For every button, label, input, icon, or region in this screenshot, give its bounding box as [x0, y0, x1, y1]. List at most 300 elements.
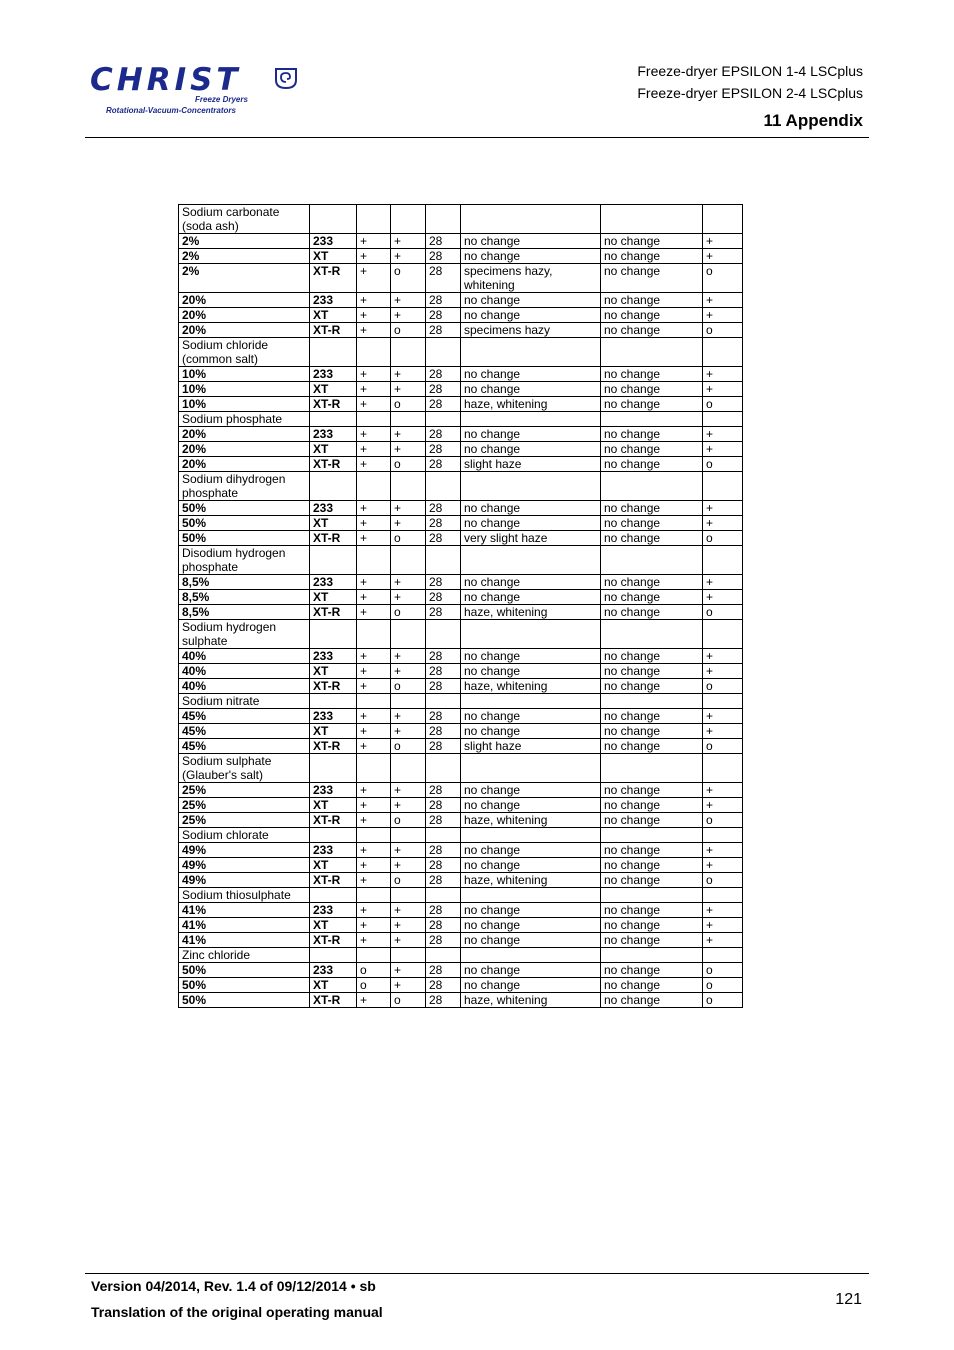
table-cell: no change	[601, 783, 703, 798]
table-cell	[703, 338, 743, 367]
table-cell: +	[357, 605, 391, 620]
table-cell: +	[391, 933, 426, 948]
table-cell: specimens hazy, whitening	[461, 264, 601, 293]
table-cell: o	[391, 993, 426, 1008]
table-cell	[461, 546, 601, 575]
table-cell: +	[703, 918, 743, 933]
table-cell	[391, 205, 426, 234]
table-cell: +	[357, 903, 391, 918]
table-cell	[391, 620, 426, 649]
table-cell: +	[391, 963, 426, 978]
table-cell: +	[703, 501, 743, 516]
table-cell: 28	[426, 649, 461, 664]
table-cell: no change	[601, 963, 703, 978]
table-cell: Sodium chloride (common salt)	[179, 338, 310, 367]
table-cell	[426, 620, 461, 649]
table-row	[179, 724, 743, 739]
table-cell: 49%	[179, 843, 310, 858]
table-cell: +	[703, 382, 743, 397]
table-cell: +	[357, 249, 391, 264]
table-cell: 45%	[179, 724, 310, 739]
table-cell: very slight haze	[461, 531, 601, 546]
table-cell: 233	[310, 427, 357, 442]
table-cell: +	[357, 993, 391, 1008]
table-cell: Sodium sulphate (Glauber's salt)	[179, 754, 310, 783]
substance-heading-row	[179, 205, 743, 234]
table-cell: no change	[601, 516, 703, 531]
header-product-line-2: Freeze-dryer EPSILON 2-4 LSCplus	[637, 85, 863, 101]
table-cell	[703, 888, 743, 903]
table-cell: 40%	[179, 664, 310, 679]
table-cell: +	[703, 427, 743, 442]
table-cell	[357, 828, 391, 843]
table-cell: no change	[461, 709, 601, 724]
table-cell: +	[391, 427, 426, 442]
table-cell	[357, 888, 391, 903]
table-cell: XT-R	[310, 264, 357, 293]
table-cell: haze, whitening	[461, 679, 601, 694]
table-cell: 41%	[179, 903, 310, 918]
table-cell	[703, 205, 743, 234]
table-cell: +	[703, 442, 743, 457]
table-cell	[357, 472, 391, 501]
table-cell: Disodium hydrogen phosphate	[179, 546, 310, 575]
table-cell: haze, whitening	[461, 813, 601, 828]
table-row	[179, 993, 743, 1008]
table-cell: +	[357, 933, 391, 948]
table-cell: +	[357, 739, 391, 754]
table-cell: no change	[461, 249, 601, 264]
table-cell: +	[391, 234, 426, 249]
table-cell: +	[391, 293, 426, 308]
table-cell: no change	[601, 457, 703, 472]
table-cell: +	[703, 234, 743, 249]
table-cell: +	[391, 308, 426, 323]
table-cell	[310, 338, 357, 367]
table-cell: +	[703, 308, 743, 323]
table-cell: 20%	[179, 457, 310, 472]
table-cell: no change	[461, 442, 601, 457]
table-cell: no change	[461, 308, 601, 323]
table-cell: 2%	[179, 264, 310, 293]
table-cell: haze, whitening	[461, 873, 601, 888]
table-cell: XT-R	[310, 457, 357, 472]
table-row	[179, 323, 743, 338]
table-cell: XT	[310, 724, 357, 739]
logo-subtitle-freeze-dryers: Freeze Dryers	[195, 95, 248, 104]
table-cell: 40%	[179, 679, 310, 694]
table-cell: 233	[310, 709, 357, 724]
table-cell: XT	[310, 664, 357, 679]
table-cell: no change	[461, 501, 601, 516]
table-cell: 28	[426, 397, 461, 412]
table-cell: no change	[601, 442, 703, 457]
table-cell: 28	[426, 531, 461, 546]
substance-heading-row	[179, 472, 743, 501]
table-cell	[391, 694, 426, 709]
table-cell: +	[391, 442, 426, 457]
table-cell: 45%	[179, 739, 310, 754]
table-cell: 20%	[179, 427, 310, 442]
substance-heading-row	[179, 888, 743, 903]
table-cell: 25%	[179, 813, 310, 828]
table-cell: no change	[601, 649, 703, 664]
table-cell: +	[703, 858, 743, 873]
table-cell: no change	[601, 993, 703, 1008]
table-row	[179, 382, 743, 397]
table-row	[179, 813, 743, 828]
table-cell: Sodium thiosulphate	[179, 888, 310, 903]
table-cell: Sodium carbonate (soda ash)	[179, 205, 310, 234]
table-cell: o	[703, 264, 743, 293]
table-cell	[391, 828, 426, 843]
table-cell: 41%	[179, 918, 310, 933]
chemical-resistance-table	[178, 204, 743, 1008]
table-cell	[461, 694, 601, 709]
substance-heading-row	[179, 694, 743, 709]
table-cell	[310, 472, 357, 501]
table-cell: +	[391, 783, 426, 798]
table-row	[179, 367, 743, 382]
table-cell: 50%	[179, 501, 310, 516]
table-cell: no change	[461, 575, 601, 590]
table-cell: +	[391, 918, 426, 933]
table-cell: 8,5%	[179, 575, 310, 590]
footer-divider	[85, 1273, 869, 1274]
table-cell: +	[357, 679, 391, 694]
table-cell: XT-R	[310, 739, 357, 754]
table-cell	[357, 620, 391, 649]
table-cell: no change	[601, 367, 703, 382]
table-cell: specimens hazy	[461, 323, 601, 338]
table-cell: no change	[461, 649, 601, 664]
table-cell: 28	[426, 679, 461, 694]
table-cell: XT	[310, 382, 357, 397]
table-cell: +	[357, 783, 391, 798]
table-cell: XT	[310, 249, 357, 264]
table-cell: 233	[310, 903, 357, 918]
table-cell: haze, whitening	[461, 605, 601, 620]
table-cell: 45%	[179, 709, 310, 724]
table-cell: 50%	[179, 993, 310, 1008]
table-cell: +	[357, 427, 391, 442]
table-cell	[601, 754, 703, 783]
table-cell	[601, 828, 703, 843]
table-cell: o	[391, 813, 426, 828]
table-cell	[461, 948, 601, 963]
table-cell: +	[391, 858, 426, 873]
table-cell	[601, 412, 703, 427]
table-cell: +	[391, 978, 426, 993]
table-cell: no change	[601, 664, 703, 679]
table-cell	[310, 546, 357, 575]
table-cell: 20%	[179, 323, 310, 338]
table-cell: 28	[426, 575, 461, 590]
table-cell: 41%	[179, 933, 310, 948]
table-cell: no change	[461, 798, 601, 813]
table-cell: +	[357, 724, 391, 739]
table-cell	[461, 888, 601, 903]
table-cell: slight haze	[461, 457, 601, 472]
table-cell	[703, 412, 743, 427]
table-cell: Sodium dihydrogen phosphate	[179, 472, 310, 501]
table-cell: +	[391, 575, 426, 590]
table-cell: +	[703, 798, 743, 813]
table-cell: o	[703, 963, 743, 978]
logo-wordmark: CHRIST	[90, 62, 242, 98]
table-cell: no change	[601, 709, 703, 724]
table-cell	[357, 205, 391, 234]
table-cell: no change	[461, 918, 601, 933]
table-cell: 28	[426, 739, 461, 754]
table-cell	[703, 948, 743, 963]
table-cell	[310, 888, 357, 903]
table-cell: 233	[310, 234, 357, 249]
table-cell: +	[391, 590, 426, 605]
table-row	[179, 783, 743, 798]
table-cell: o	[391, 739, 426, 754]
table-cell	[357, 412, 391, 427]
table-cell: +	[703, 590, 743, 605]
table-cell: +	[703, 783, 743, 798]
table-cell: 28	[426, 873, 461, 888]
table-cell: 233	[310, 293, 357, 308]
table-cell	[703, 828, 743, 843]
table-cell	[426, 546, 461, 575]
table-cell: no change	[601, 858, 703, 873]
substance-heading-row	[179, 828, 743, 843]
table-cell: 28	[426, 709, 461, 724]
table-cell: 28	[426, 442, 461, 457]
table-cell	[426, 472, 461, 501]
table-row	[179, 709, 743, 724]
table-cell	[391, 888, 426, 903]
table-cell: 28	[426, 783, 461, 798]
table-cell	[310, 205, 357, 234]
substance-heading-row	[179, 948, 743, 963]
table-cell	[703, 546, 743, 575]
table-cell	[461, 754, 601, 783]
table-cell: o	[391, 873, 426, 888]
table-cell: 50%	[179, 978, 310, 993]
table-cell: no change	[461, 933, 601, 948]
footer-translation-note: Translation of the original operating manual	[91, 1304, 383, 1320]
table-cell: XT	[310, 798, 357, 813]
table-cell: 10%	[179, 397, 310, 412]
table-cell: +	[391, 516, 426, 531]
table-cell: 233	[310, 367, 357, 382]
table-cell: 28	[426, 457, 461, 472]
logo-subtitle-rvc: Rotational-Vacuum-Concentrators	[106, 106, 236, 115]
table-cell: 28	[426, 323, 461, 338]
table-cell: +	[357, 575, 391, 590]
table-cell: Sodium chlorate	[179, 828, 310, 843]
table-row	[179, 293, 743, 308]
table-cell	[601, 472, 703, 501]
table-cell: XT	[310, 590, 357, 605]
table-cell: 28	[426, 963, 461, 978]
table-cell: 28	[426, 308, 461, 323]
table-cell: +	[703, 724, 743, 739]
table-row	[179, 427, 743, 442]
table-cell: no change	[461, 978, 601, 993]
table-cell: +	[357, 798, 391, 813]
table-cell: no change	[601, 427, 703, 442]
table-row	[179, 843, 743, 858]
table-cell: XT	[310, 442, 357, 457]
table-cell: no change	[461, 590, 601, 605]
table-cell: +	[391, 903, 426, 918]
table-row	[179, 516, 743, 531]
table-cell: no change	[461, 382, 601, 397]
table-cell: 28	[426, 933, 461, 948]
table-cell: 28	[426, 234, 461, 249]
table-cell: 28	[426, 813, 461, 828]
table-cell	[310, 412, 357, 427]
table-cell: no change	[461, 858, 601, 873]
table-cell	[461, 412, 601, 427]
table-cell: +	[703, 664, 743, 679]
table-cell: +	[357, 590, 391, 605]
table-cell: o	[357, 963, 391, 978]
table-cell: +	[391, 382, 426, 397]
table-cell: +	[357, 858, 391, 873]
table-cell	[461, 828, 601, 843]
table-cell: 28	[426, 724, 461, 739]
table-row	[179, 397, 743, 412]
table-cell: +	[703, 516, 743, 531]
table-cell	[426, 888, 461, 903]
table-cell: +	[357, 293, 391, 308]
table-row	[179, 234, 743, 249]
table-cell: 28	[426, 918, 461, 933]
table-cell: no change	[601, 679, 703, 694]
table-cell: XT-R	[310, 813, 357, 828]
table-cell	[310, 620, 357, 649]
table-cell: +	[391, 649, 426, 664]
table-cell: XT-R	[310, 397, 357, 412]
table-cell	[391, 338, 426, 367]
table-cell: no change	[601, 590, 703, 605]
table-cell: 28	[426, 798, 461, 813]
logo-swirl-icon	[274, 66, 298, 90]
table-cell	[703, 754, 743, 783]
table-cell: 28	[426, 993, 461, 1008]
table-cell: 10%	[179, 382, 310, 397]
table-cell	[703, 472, 743, 501]
table-cell: +	[391, 709, 426, 724]
table-cell: 49%	[179, 858, 310, 873]
table-cell	[357, 948, 391, 963]
table-cell: Sodium hydrogen sulphate	[179, 620, 310, 649]
table-cell: 28	[426, 978, 461, 993]
table-cell: no change	[461, 516, 601, 531]
table-cell	[310, 828, 357, 843]
table-cell: no change	[461, 843, 601, 858]
table-row	[179, 249, 743, 264]
table-cell	[426, 694, 461, 709]
table-cell: 50%	[179, 516, 310, 531]
table-cell	[310, 754, 357, 783]
table-row	[179, 679, 743, 694]
table-cell: no change	[601, 308, 703, 323]
table-cell: 28	[426, 903, 461, 918]
table-cell: no change	[461, 234, 601, 249]
table-cell: o	[703, 993, 743, 1008]
table-cell: no change	[601, 382, 703, 397]
table-row	[179, 575, 743, 590]
table-cell: 28	[426, 605, 461, 620]
table-cell: +	[391, 843, 426, 858]
table-cell: 49%	[179, 873, 310, 888]
header-divider	[85, 137, 869, 138]
table-cell	[391, 948, 426, 963]
header-product-line-1: Freeze-dryer EPSILON 1-4 LSCplus	[637, 63, 863, 79]
table-cell: o	[703, 605, 743, 620]
table-cell	[601, 338, 703, 367]
table-cell: +	[357, 873, 391, 888]
table-cell: no change	[461, 783, 601, 798]
table-cell: +	[357, 442, 391, 457]
table-row	[179, 501, 743, 516]
table-cell: 28	[426, 293, 461, 308]
table-cell: no change	[601, 323, 703, 338]
table-cell: XT-R	[310, 873, 357, 888]
table-cell: 28	[426, 427, 461, 442]
substance-heading-row	[179, 546, 743, 575]
table-cell: +	[357, 843, 391, 858]
table-cell: +	[703, 649, 743, 664]
table-cell	[391, 754, 426, 783]
table-cell: +	[703, 249, 743, 264]
table-cell	[461, 472, 601, 501]
table-row	[179, 858, 743, 873]
table-cell: 233	[310, 843, 357, 858]
footer-version: Version 04/2014, Rev. 1.4 of 09/12/2014 • sb	[91, 1278, 376, 1294]
table-cell: 8,5%	[179, 605, 310, 620]
table-cell: +	[357, 813, 391, 828]
table-row	[179, 903, 743, 918]
table-cell: XT-R	[310, 531, 357, 546]
table-cell: +	[703, 933, 743, 948]
table-cell: XT-R	[310, 993, 357, 1008]
table-cell: no change	[601, 843, 703, 858]
table-cell: no change	[461, 293, 601, 308]
table-cell: o	[703, 873, 743, 888]
table-cell: +	[357, 531, 391, 546]
table-cell: no change	[461, 903, 601, 918]
table-cell: +	[391, 798, 426, 813]
table-row	[179, 605, 743, 620]
table-cell: o	[703, 397, 743, 412]
table-cell	[601, 694, 703, 709]
table-cell	[391, 412, 426, 427]
table-cell: no change	[601, 501, 703, 516]
table-row	[179, 590, 743, 605]
table-cell: +	[391, 664, 426, 679]
table-cell: +	[391, 501, 426, 516]
table-cell: 28	[426, 367, 461, 382]
table-cell: 28	[426, 249, 461, 264]
table-cell	[391, 546, 426, 575]
table-cell: 40%	[179, 649, 310, 664]
table-cell	[601, 888, 703, 903]
table-cell	[426, 828, 461, 843]
table-cell	[310, 694, 357, 709]
table-cell: o	[391, 679, 426, 694]
table-cell: o	[391, 605, 426, 620]
table-cell: +	[357, 234, 391, 249]
